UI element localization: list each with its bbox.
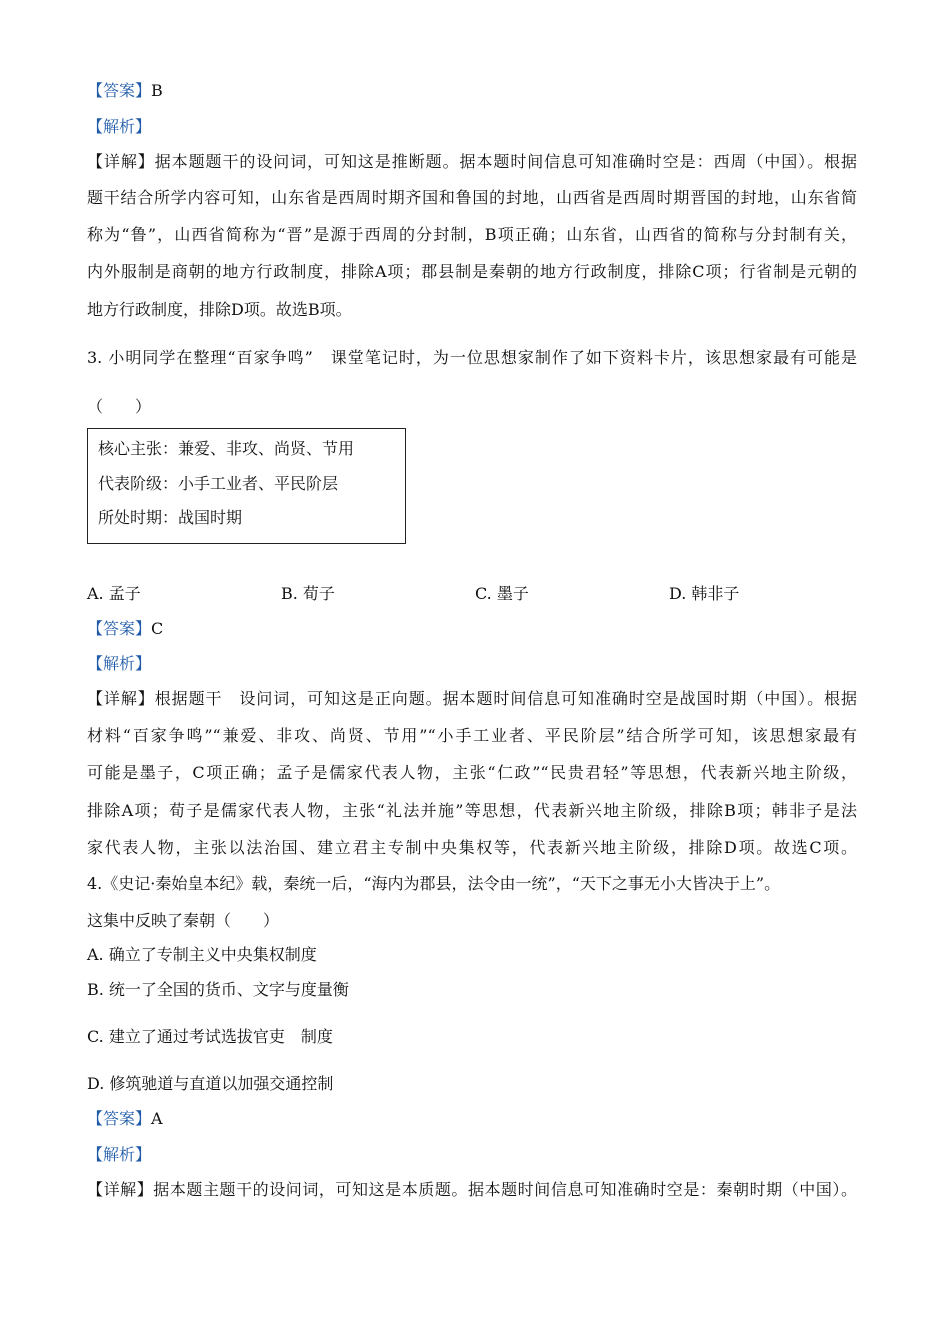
q4-detail-line-1: 【详解】据本题主题干的设问词，可知这是本质题。据本题时间信息可知准确时空是：秦朝时期（中国）。 [87, 1180, 857, 1199]
q3-option-a: A. 孟子 [87, 584, 141, 603]
q3-answer-value: C [151, 619, 164, 638]
q2-answer-tag: 【答案】 [87, 81, 152, 100]
q4-answer-value: A [151, 1109, 163, 1128]
q3-analysis-tag: 【解析】 [87, 654, 152, 673]
q3-stem: 3. 小明同学在整理“百家争鸣” 课堂笔记时，为一位思想家制作了如下资料卡片，该思想家最有可能是 [87, 348, 857, 367]
q3-detail-line-2: 材料“百家争鸣”“兼爱、非攻、尚贤、节用”“小手工业者、平民阶层”结合所学可知，该思想家最有 [87, 726, 857, 745]
q3-answer [87, 619, 163, 639]
q3-detail-line-4: 排除A项；荀子是儒家代表人物，主张“礼法并施”等思想，代表新兴地主阶级，排除B项；韩非子是法 [87, 801, 857, 820]
q3-detail-line-3: 可能是墨子，C项正确；孟子是儒家代表人物，主张“仁政”“民贵君轻”等思想，代表新兴地主阶级， [87, 763, 857, 782]
q4-option-a: A. 确立了专制主义中央集权制度 [87, 945, 317, 964]
q3-option-c: C. 墨子 [475, 584, 529, 603]
q2-detail-line-3: 称为“鲁”，山西省简称为“晋”是源于西周的分封制，B项正确；山东省，山西省的简称与分封制有关， [87, 225, 857, 244]
q4-stem: 4.《史记·秦始皇本纪》载，秦统一后，“海内为郡县，法令由一统”，“天下之事无小大皆决于上”。 [87, 874, 781, 893]
q4-analysis-tag: 【解析】 [87, 1145, 152, 1164]
q3-info-card [87, 428, 406, 544]
q3-answer-tag: 【答案】 [87, 619, 152, 638]
q2-detail-line-2: 题干结合所学内容可知，山东省是西周时期齐国和鲁国的封地，山西省是西周时期晋国的封地，山东省简 [87, 188, 857, 207]
q3-card-line-2: 代表阶级：小手工业者、平民阶层 [98, 474, 339, 493]
q3-detail-tag: 【详解】 [87, 689, 155, 708]
q3-card-line-1: 核心主张：兼爱、非攻、尚贤、节用 [98, 439, 355, 458]
q2-analysis-tag: 【解析】 [87, 117, 152, 136]
q4-option-b: B. 统一了全国的货币、文字与度量衡 [87, 980, 349, 999]
q4-stem-line-2: 这集中反映了秦朝（ ） [87, 911, 280, 930]
q3-detail-line-1: 【详解】根据题干 设问词，可知这是正向题。据本题时间信息可知准确时空是战国时期（中国）。根据 [87, 689, 857, 708]
q2-detail-line-5: 地方行政制度，排除D项。故选B项。 [87, 300, 352, 319]
q3-option-b: B. 荀子 [281, 584, 335, 603]
q3-stem-bracket: （ ） [87, 397, 152, 416]
q4-option-c: C. 建立了通过考试选拔官吏 制度 [87, 1027, 333, 1046]
q2-answer-value: B [151, 81, 163, 100]
q4-answer [87, 1109, 163, 1129]
q2-answer [87, 81, 163, 101]
q3-option-d: D. 韩非子 [669, 584, 740, 603]
q3-detail-line-5: 家代表人物，主张以法治国、建立君主专制中央集权等，代表新兴地主阶级，排除D项。故选C项。 [87, 838, 857, 857]
q2-detail-line-4: 内外服制是商朝的地方行政制度，排除A项；郡县制是秦朝的地方行政制度，排除C项；行省制是元朝的 [87, 262, 857, 281]
q2-detail-tag: 【详解】 [87, 152, 155, 171]
q4-answer-tag: 【答案】 [87, 1109, 152, 1128]
q3-card-line-3: 所处时期：战国时期 [98, 508, 243, 527]
q4-detail-tag: 【详解】 [87, 1180, 154, 1199]
q4-option-d: D. 修筑驰道与直道以加强交通控制 [87, 1074, 334, 1093]
q2-detail-line-1: 【详解】据本题题干的设问词，可知这是推断题。据本题时间信息可知准确时空是：西周（中国）。根据 [87, 152, 857, 171]
